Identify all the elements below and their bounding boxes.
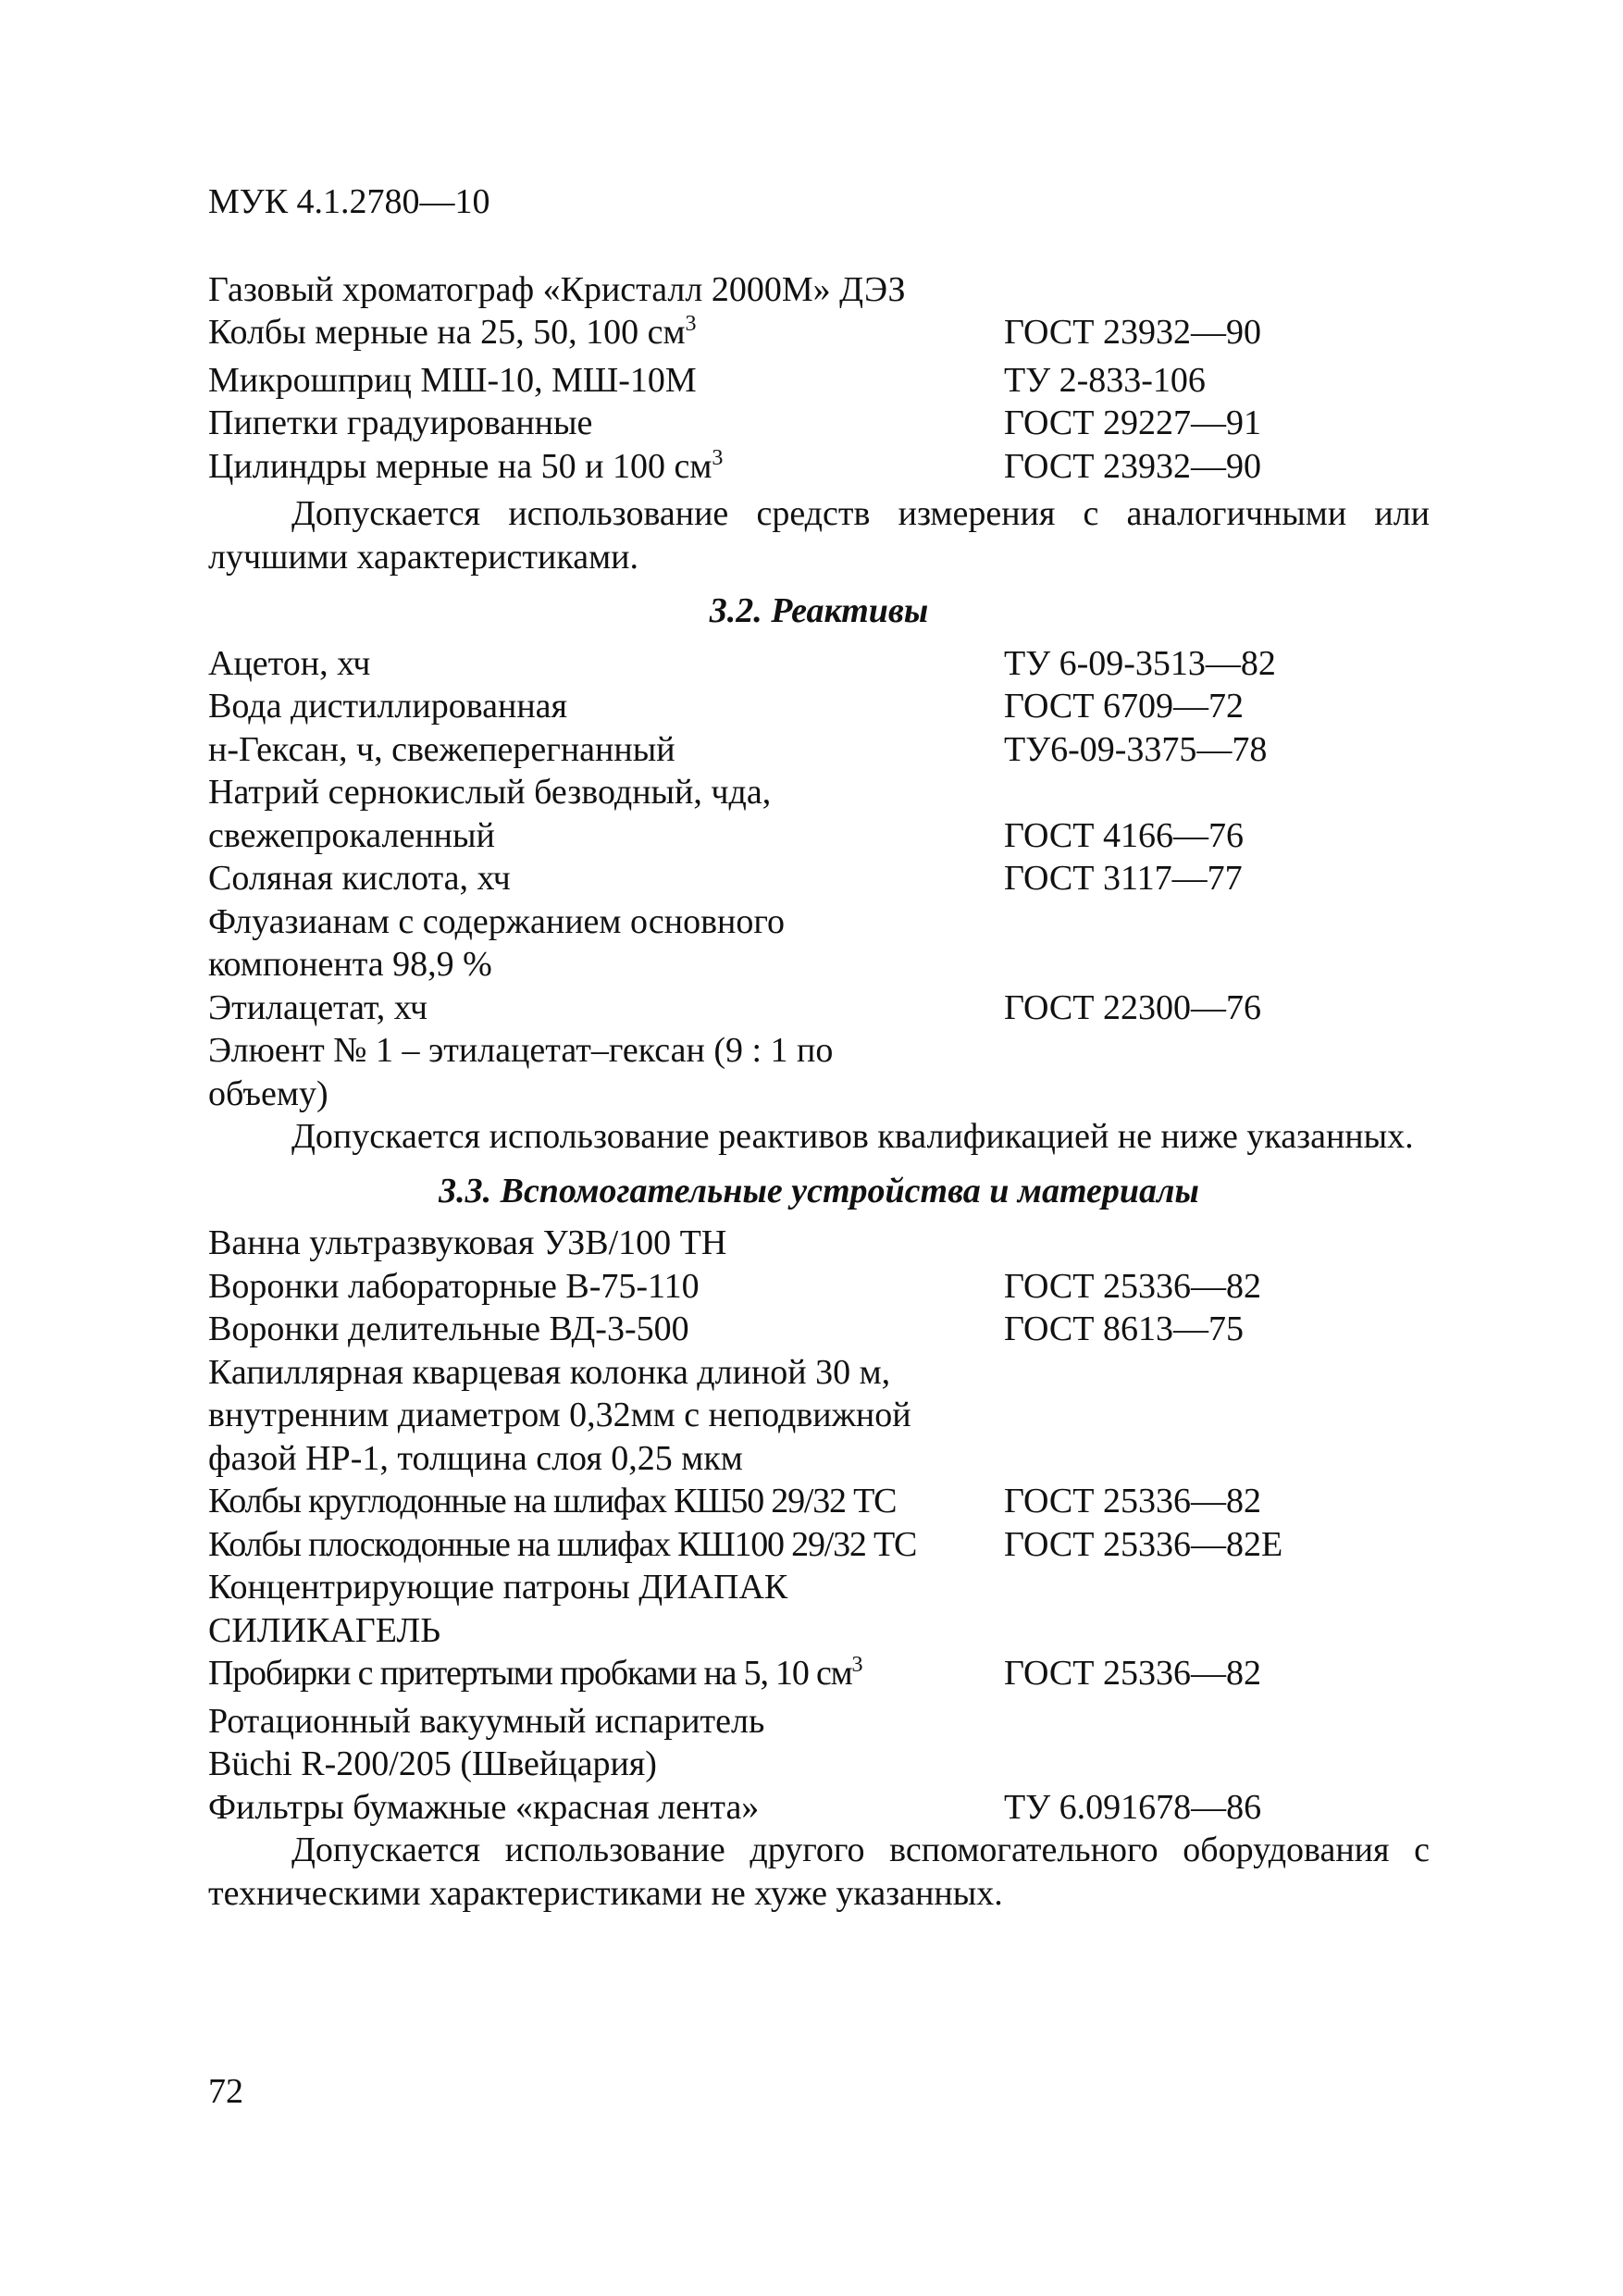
item-standard: ТУ 6.091678—86 <box>1004 1787 1262 1827</box>
item-standard: ГОСТ 6709—72 <box>1004 687 1244 726</box>
item-name: Ванна ультразвуковая УЗВ/100 ТН <box>208 1223 727 1262</box>
list-row <box>208 1351 1430 1395</box>
item-name: Ацетон, хч <box>208 643 371 683</box>
item-name: Натрий сернокислый безводный, чда, <box>208 773 772 812</box>
list-row <box>208 1609 1430 1653</box>
page-number: 72 <box>208 2072 243 2111</box>
item-name: Капиллярная кварцевая колонка длиной 30 м, <box>208 1352 891 1392</box>
item-standard: ГОСТ 25336—82Е <box>1004 1524 1283 1564</box>
item-name: СИЛИКАГЕЛЬ <box>208 1610 441 1650</box>
list-row <box>208 311 1430 359</box>
reagents-list <box>208 642 1430 1116</box>
item-name: Колбы мерные на 25, 50, 100 $см^3$ <box>208 312 697 352</box>
item-standard: ГОСТ 23932—90 <box>1004 313 1261 352</box>
list-row <box>208 1394 1430 1437</box>
item-name: Büchi R-200/205 (Швейцария) <box>208 1744 657 1783</box>
item-name: Элюент № 1 – этилацетат–гексан (9 : 1 по <box>208 1031 834 1070</box>
superscript: 3 <box>851 1653 862 1677</box>
list-row <box>208 1700 1430 1744</box>
item-name: Вода дистиллированная <box>208 687 568 726</box>
list-row <box>208 642 1430 686</box>
list-row <box>208 1073 1430 1116</box>
superscript: 3 <box>712 445 724 470</box>
item-name: н-Гексан, ч, свежеперегнанный <box>208 729 675 769</box>
section-heading-auxiliary: 3.3. Вспомогательные устройства и материалы <box>439 1171 1199 1210</box>
list-row <box>208 728 1430 772</box>
list-row <box>208 814 1430 858</box>
list-row <box>208 943 1430 987</box>
item-name: Колбы круглодонные на шлифах КШ50 29/32 ТС <box>208 1482 897 1520</box>
item-name: Воронки делительные ВД-3-500 <box>208 1309 689 1348</box>
item-standard: ТУ 2-833-106 <box>1004 360 1206 400</box>
item-standard: ГОСТ 8613—75 <box>1004 1309 1244 1348</box>
item-name: объему) <box>208 1074 328 1113</box>
page-content <box>208 180 1430 1915</box>
list-row <box>208 1566 1430 1609</box>
item-name: Соляная кислота, хч <box>208 859 511 898</box>
item-name: Концентрирующие патроны ДИАПАК <box>208 1568 788 1607</box>
auxiliary-list <box>208 1222 1430 1829</box>
list-row <box>208 771 1430 814</box>
item-standard: ГОСТ 3117—77 <box>1004 859 1243 898</box>
item-standard: ГОСТ 25336—82 <box>1004 1266 1261 1306</box>
section-heading-reagents: 3.2. Реактивы <box>709 591 929 630</box>
item-standard: ТУ6-09-3375—78 <box>1004 729 1268 769</box>
list-row <box>208 268 1430 312</box>
item-standard: ТУ 6-09-3513—82 <box>1004 643 1276 683</box>
list-row <box>208 359 1430 403</box>
item-name: Фильтры бумажные «красная лента» <box>208 1787 760 1827</box>
item-standard: ГОСТ 29227—91 <box>1004 403 1261 442</box>
list-row <box>208 1480 1430 1523</box>
list-row <box>208 1265 1430 1309</box>
item-standard: ГОСТ 23932—90 <box>1004 446 1261 486</box>
item-name: Микрошприц МШ-10, МШ-10М <box>208 360 697 400</box>
item-standard: ГОСТ 25336—82 <box>1004 1654 1261 1693</box>
list-row <box>208 1743 1430 1786</box>
auxiliary-note: Допускается использование другого вспомогательного оборудования с техническими характеристиками не хуже указанных. <box>208 1831 1430 1913</box>
list-row <box>208 1308 1430 1351</box>
list-row <box>208 1029 1430 1073</box>
document-header: МУК 4.1.2780—10 <box>208 182 490 221</box>
equipment-list <box>208 268 1430 493</box>
reagents-note: Допускается использование реактивов квалификацией не ниже указанных. <box>291 1117 1414 1156</box>
list-row <box>208 900 1430 944</box>
item-name: Ротационный вакуумный испаритель <box>208 1701 765 1741</box>
item-name: Пипетки градуированные <box>208 403 593 442</box>
item-name: компонента 98,9 % <box>208 945 492 984</box>
list-row <box>208 1222 1430 1265</box>
list-row <box>208 1437 1430 1481</box>
item-name: внутренним диаметром 0,32мм с неподвижной <box>208 1396 911 1434</box>
item-standard: ГОСТ 22300—76 <box>1004 987 1261 1027</box>
equipment-note: Допускается использование средств измерения с аналогичными или лучшими характеристиками. <box>208 494 1430 577</box>
item-name: Воронки лабораторные В-75-110 <box>208 1266 700 1306</box>
superscript: 3 <box>685 312 697 336</box>
list-row <box>208 1652 1430 1700</box>
item-standard: ГОСТ 25336—82 <box>1004 1482 1261 1520</box>
list-row <box>208 1786 1430 1830</box>
list-row <box>208 685 1430 728</box>
item-name: фазой НР-1, толщина слоя 0,25 мкм <box>208 1438 743 1478</box>
item-name: Газовый хроматограф «Кристалл 2000М» ДЭЗ <box>208 269 906 309</box>
list-row <box>208 857 1430 900</box>
list-row <box>208 987 1430 1030</box>
item-name: свежепрокаленный <box>208 815 495 855</box>
item-name: Этилацетат, хч <box>208 987 427 1027</box>
item-name: Пробирки с притертыми пробками на 5, 10 $см^3$ <box>208 1653 862 1693</box>
item-name: Цилиндры мерные на 50 и 100 $см^3$ <box>208 445 724 486</box>
list-row <box>208 445 1430 493</box>
item-name: Флуазианам с содержанием основного <box>208 901 786 941</box>
item-standard: ГОСТ 4166—76 <box>1004 815 1244 855</box>
item-name: Колбы плоскодонные на шлифах КШ100 29/32 ТС <box>208 1524 917 1564</box>
list-row <box>208 402 1430 445</box>
list-row <box>208 1523 1430 1567</box>
